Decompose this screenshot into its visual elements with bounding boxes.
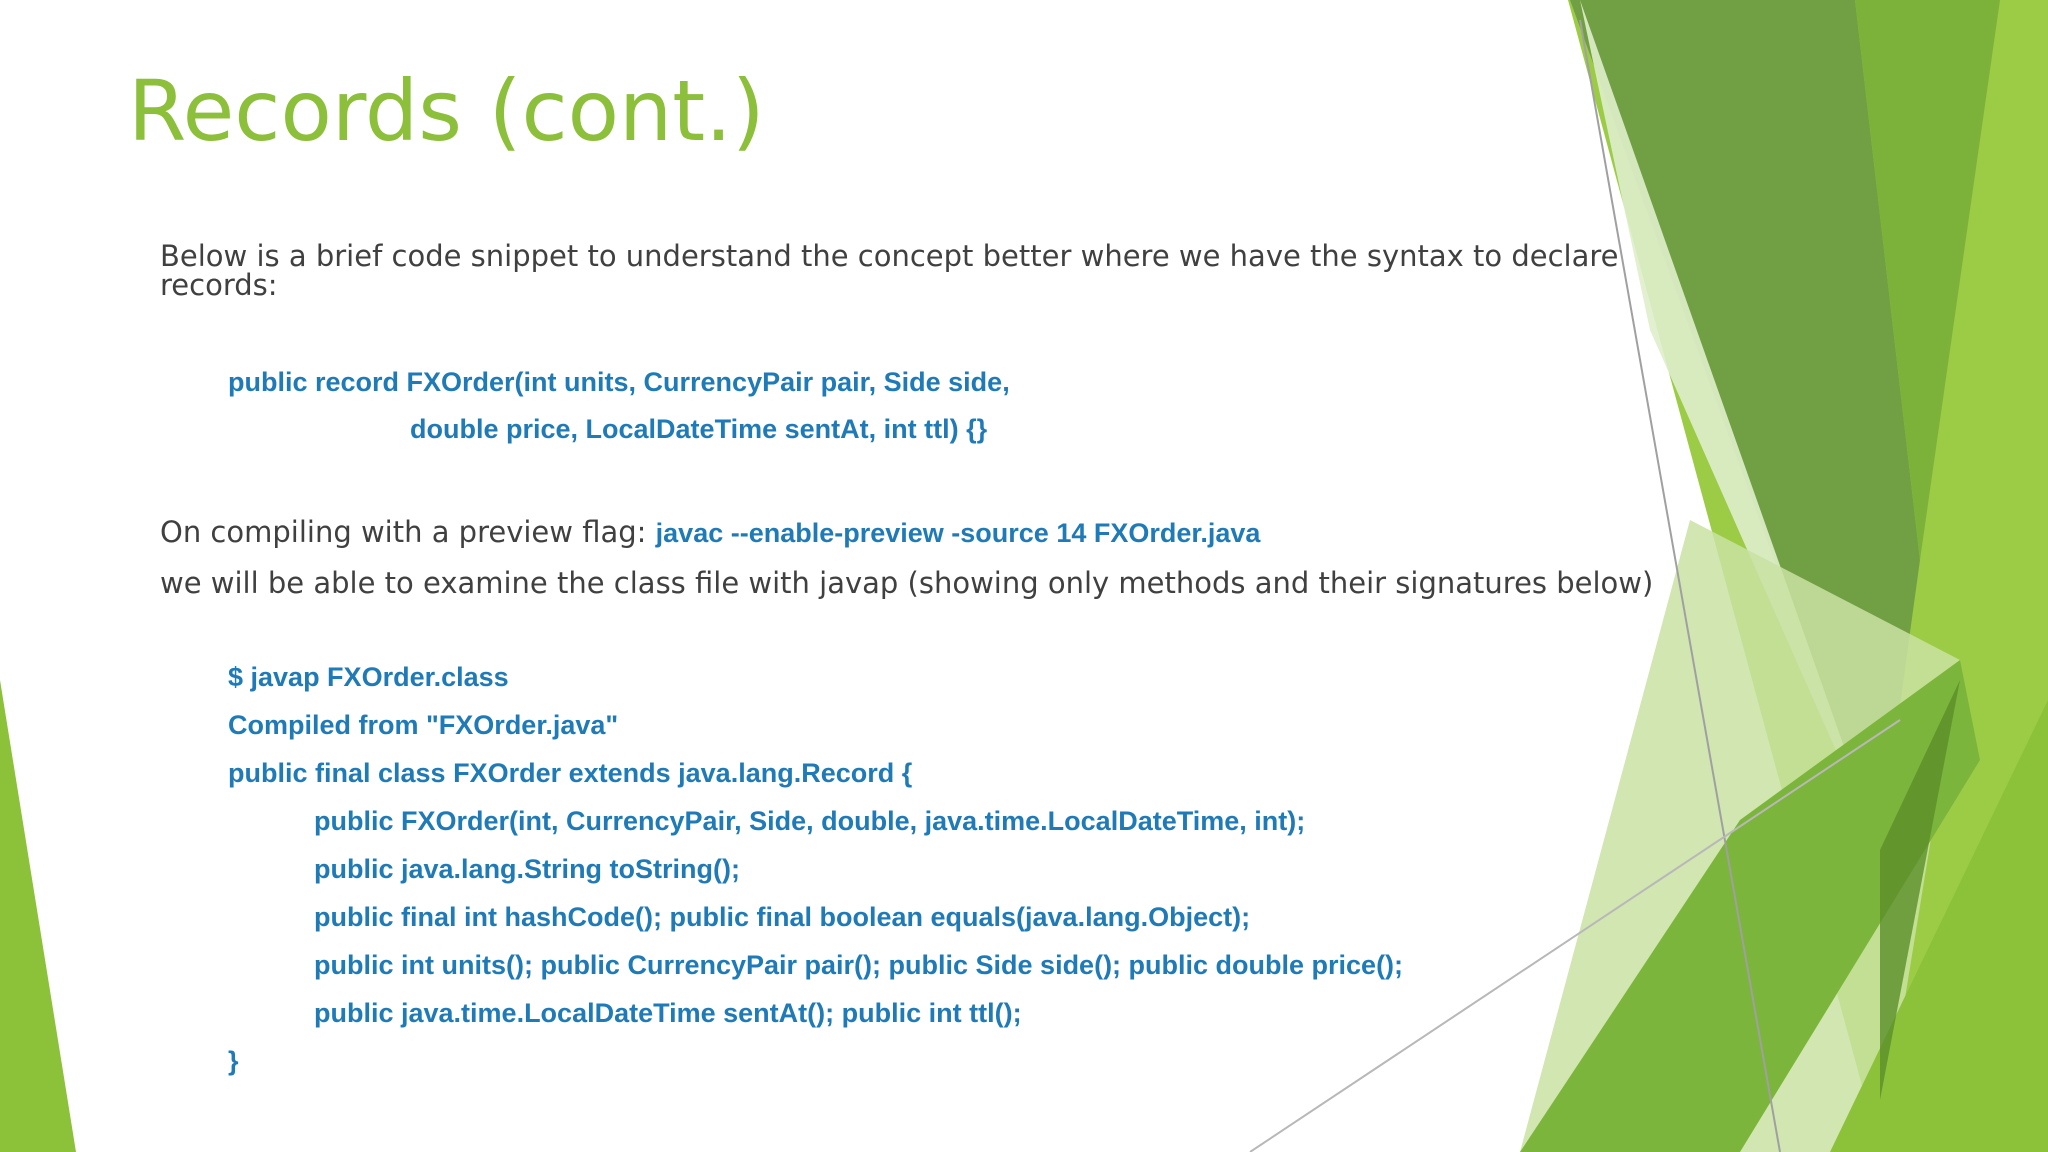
record-declaration-line-1: public record FXOrder(int units, CurrencyPair pair, Side side, (228, 367, 1010, 397)
intro-text-line-2: records: (160, 268, 278, 302)
javap-command-line: $ javap FXOrder.class (228, 662, 509, 692)
javap-tostring-line: public java.lang.String toString(); (314, 854, 741, 884)
intro-text-line-1: Below is a brief code snippet to understand the concept better where we have the syntax to declare (160, 239, 1619, 273)
record-declaration-line-2: double price, LocalDateTime sentAt, int ttl) {} (410, 414, 988, 444)
javap-accessors-line-2: public java.time.LocalDateTime sentAt(); public int ttl(); (314, 998, 1022, 1028)
examine-text: we will be able to examine the class file with javap (showing only methods and their signatures below) (160, 566, 1654, 600)
javap-hashcode-equals-line: public final int hashCode(); public final boolean equals(java.lang.Object); (314, 902, 1251, 932)
javap-compiled-from-line: Compiled from "FXOrder.java" (228, 710, 619, 740)
deco-shape-left (0, 680, 76, 1152)
compile-text (160, 515, 1261, 549)
javap-accessors-line-1: public int units(); public CurrencyPair pair(); public Side side(); public double price(); (314, 950, 1404, 980)
javap-constructor-line: public FXOrder(int, CurrencyPair, Side, double, java.time.LocalDateTime, int); (314, 806, 1306, 836)
compile-command: javac --enable-preview -source 14 FXOrder.java (655, 518, 1261, 548)
compile-prefix: On compiling with a preview flag: (160, 515, 656, 549)
javap-closing-brace: } (228, 1046, 239, 1076)
javap-class-declaration: public final class FXOrder extends java.lang.Record { (228, 758, 913, 788)
slide-title: Records (cont.) (128, 62, 765, 160)
